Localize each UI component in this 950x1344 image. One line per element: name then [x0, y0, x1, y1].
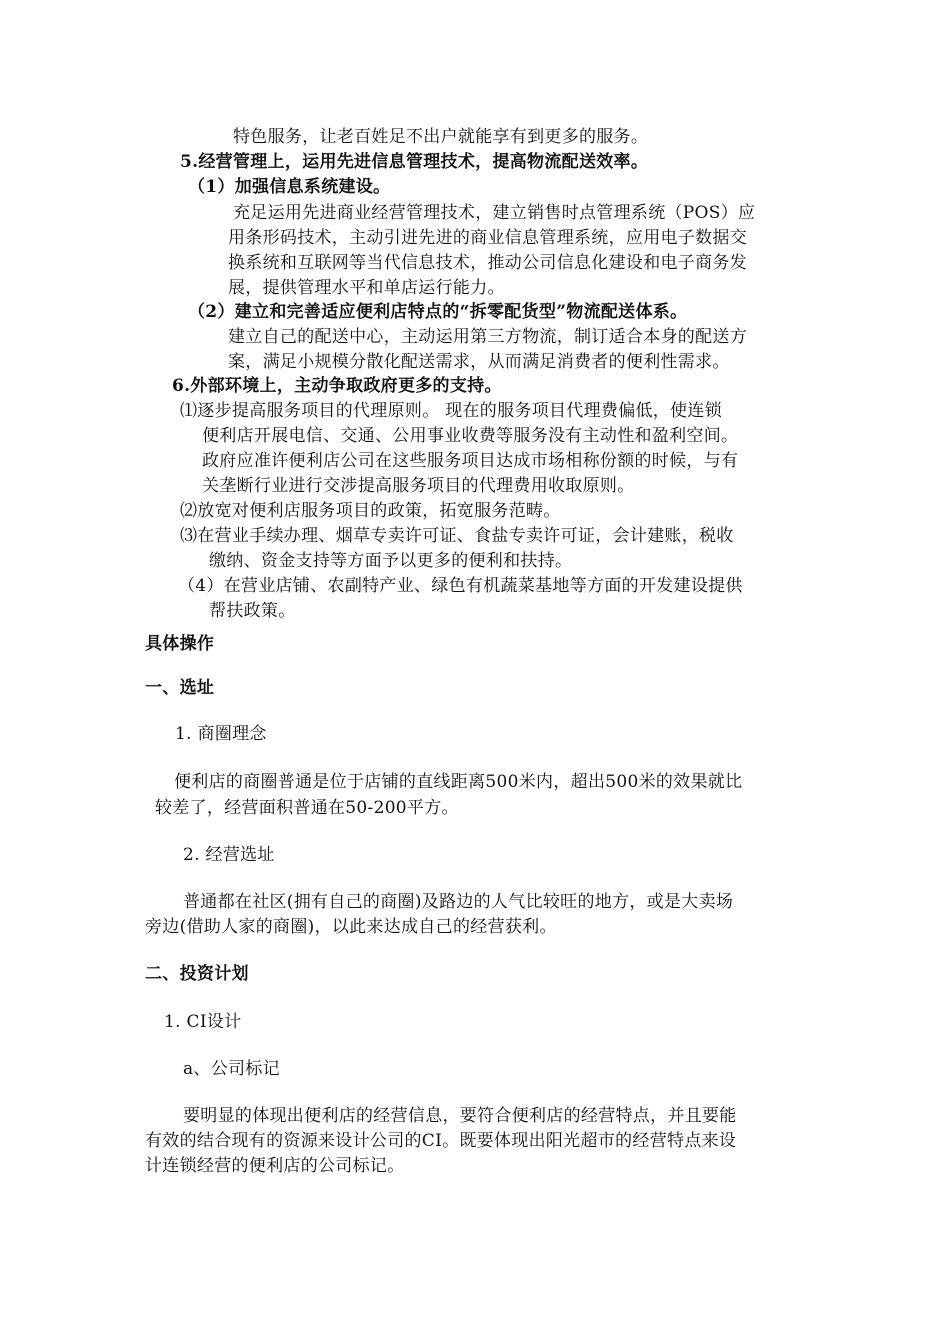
section6-item1-line: 便利店开展电信、交通、公用事业收费等服务没有主动性和盈利空间。	[202, 426, 739, 446]
plan-para-line: 要明显的体现出便利店的经营信息，要符合便利店的经营特点，并且要能	[183, 1106, 737, 1126]
section5-heading: 5.经营管理上，运用先进信息管理技术，提高物流配送效率。	[180, 152, 649, 172]
section6-item4-line: 帮扶政策。	[209, 601, 296, 621]
section6-item2-line: ⑵放宽对便利店服务项目的政策，拓宽服务范畴。	[180, 501, 561, 521]
plan-para-line: 计连锁经营的便利店的公司标记。	[145, 1156, 405, 1176]
site-para1-line: 便利店的商圈普通是位于店铺的直线距离500米内，超出500米的效果就比	[174, 772, 743, 792]
site-heading: 一、选址	[145, 678, 215, 698]
section6-item1-line: 政府应准许便利店公司在这些服务项目达成市场相称份额的时候，与有	[202, 451, 739, 471]
plan-sub1: 1. CI设计	[164, 1012, 242, 1032]
section6-item1-line: 关垄断行业进行交涉提高服务项目的代理费用收取原则。	[202, 476, 635, 496]
section5-item1-line: 用条形码技术，主动引进先进的商业信息管理系统，应用电子数据交	[228, 228, 747, 248]
section5-item1-line: 换系统和互联网等当代信息技术，推动公司信息化建设和电子商务发	[228, 253, 747, 273]
section5-item1-line: 充足运用先进商业经营管理技术，建立销售时点管理系统（POS）应	[233, 203, 756, 223]
section5-item1-line: 展，提供管理水平和单店运行能力。	[228, 278, 505, 298]
intro-tail-line: 特色服务，让老百姓足不出户就能享有到更多的服务。	[233, 127, 649, 147]
plan-para-line: 有效的结合现有的资源来设计公司的CI。既要体现出阳光超市的经营特点来设	[145, 1131, 737, 1151]
section5-item1-heading: （1）加强信息系统建设。	[188, 177, 391, 197]
site-sub2: 2. 经营选址	[183, 845, 275, 865]
section5-item2-line: 建立自己的配送中心，主动运用第三方物流，制订适合本身的配送方	[228, 327, 747, 347]
site-para1-line: 较差了，经营面积普通在50-200平方。	[155, 798, 459, 818]
section6-item3-line: ⑶在营业手续办理、烟草专卖许可证、食盐专卖许可证，会计建账，税收	[180, 526, 734, 546]
plan-heading: 二、投资计划	[145, 964, 249, 984]
site-para2-line: 普通都在社区(拥有自己的商圈)及路边的人气比较旺的地方，或是大卖场	[183, 892, 734, 912]
operations-title: 具体操作	[145, 634, 215, 654]
section6-item3-line: 缴纳、资金支持等方面予以更多的便利和扶持。	[209, 551, 573, 571]
section5-item2-heading: （2）建立和完善适应便利店特点的“拆零配货型”物流配送体系。	[188, 302, 688, 322]
section6-heading: 6.外部环境上，主动争取政府更多的支持。	[172, 376, 502, 396]
section5-item2-line: 案，满足小规模分散化配送需求，从而满足消费者的便利性需求。	[228, 352, 730, 372]
section6-item1-line: ⑴逐步提高服务项目的代理原则。 现在的服务项目代理费偏低，使连锁	[180, 401, 723, 421]
site-para2-line: 旁边(借助人家的商圈)，以此来达成自己的经营获利。	[145, 917, 557, 937]
site-sub1: 1. 商圈理念	[175, 724, 267, 744]
section6-item4-line: （4）在营业店铺、农副特产业、绿色有机蔬菜基地等方面的开发建设提供	[178, 576, 743, 596]
plan-sub1a: a、公司标记	[183, 1059, 280, 1079]
